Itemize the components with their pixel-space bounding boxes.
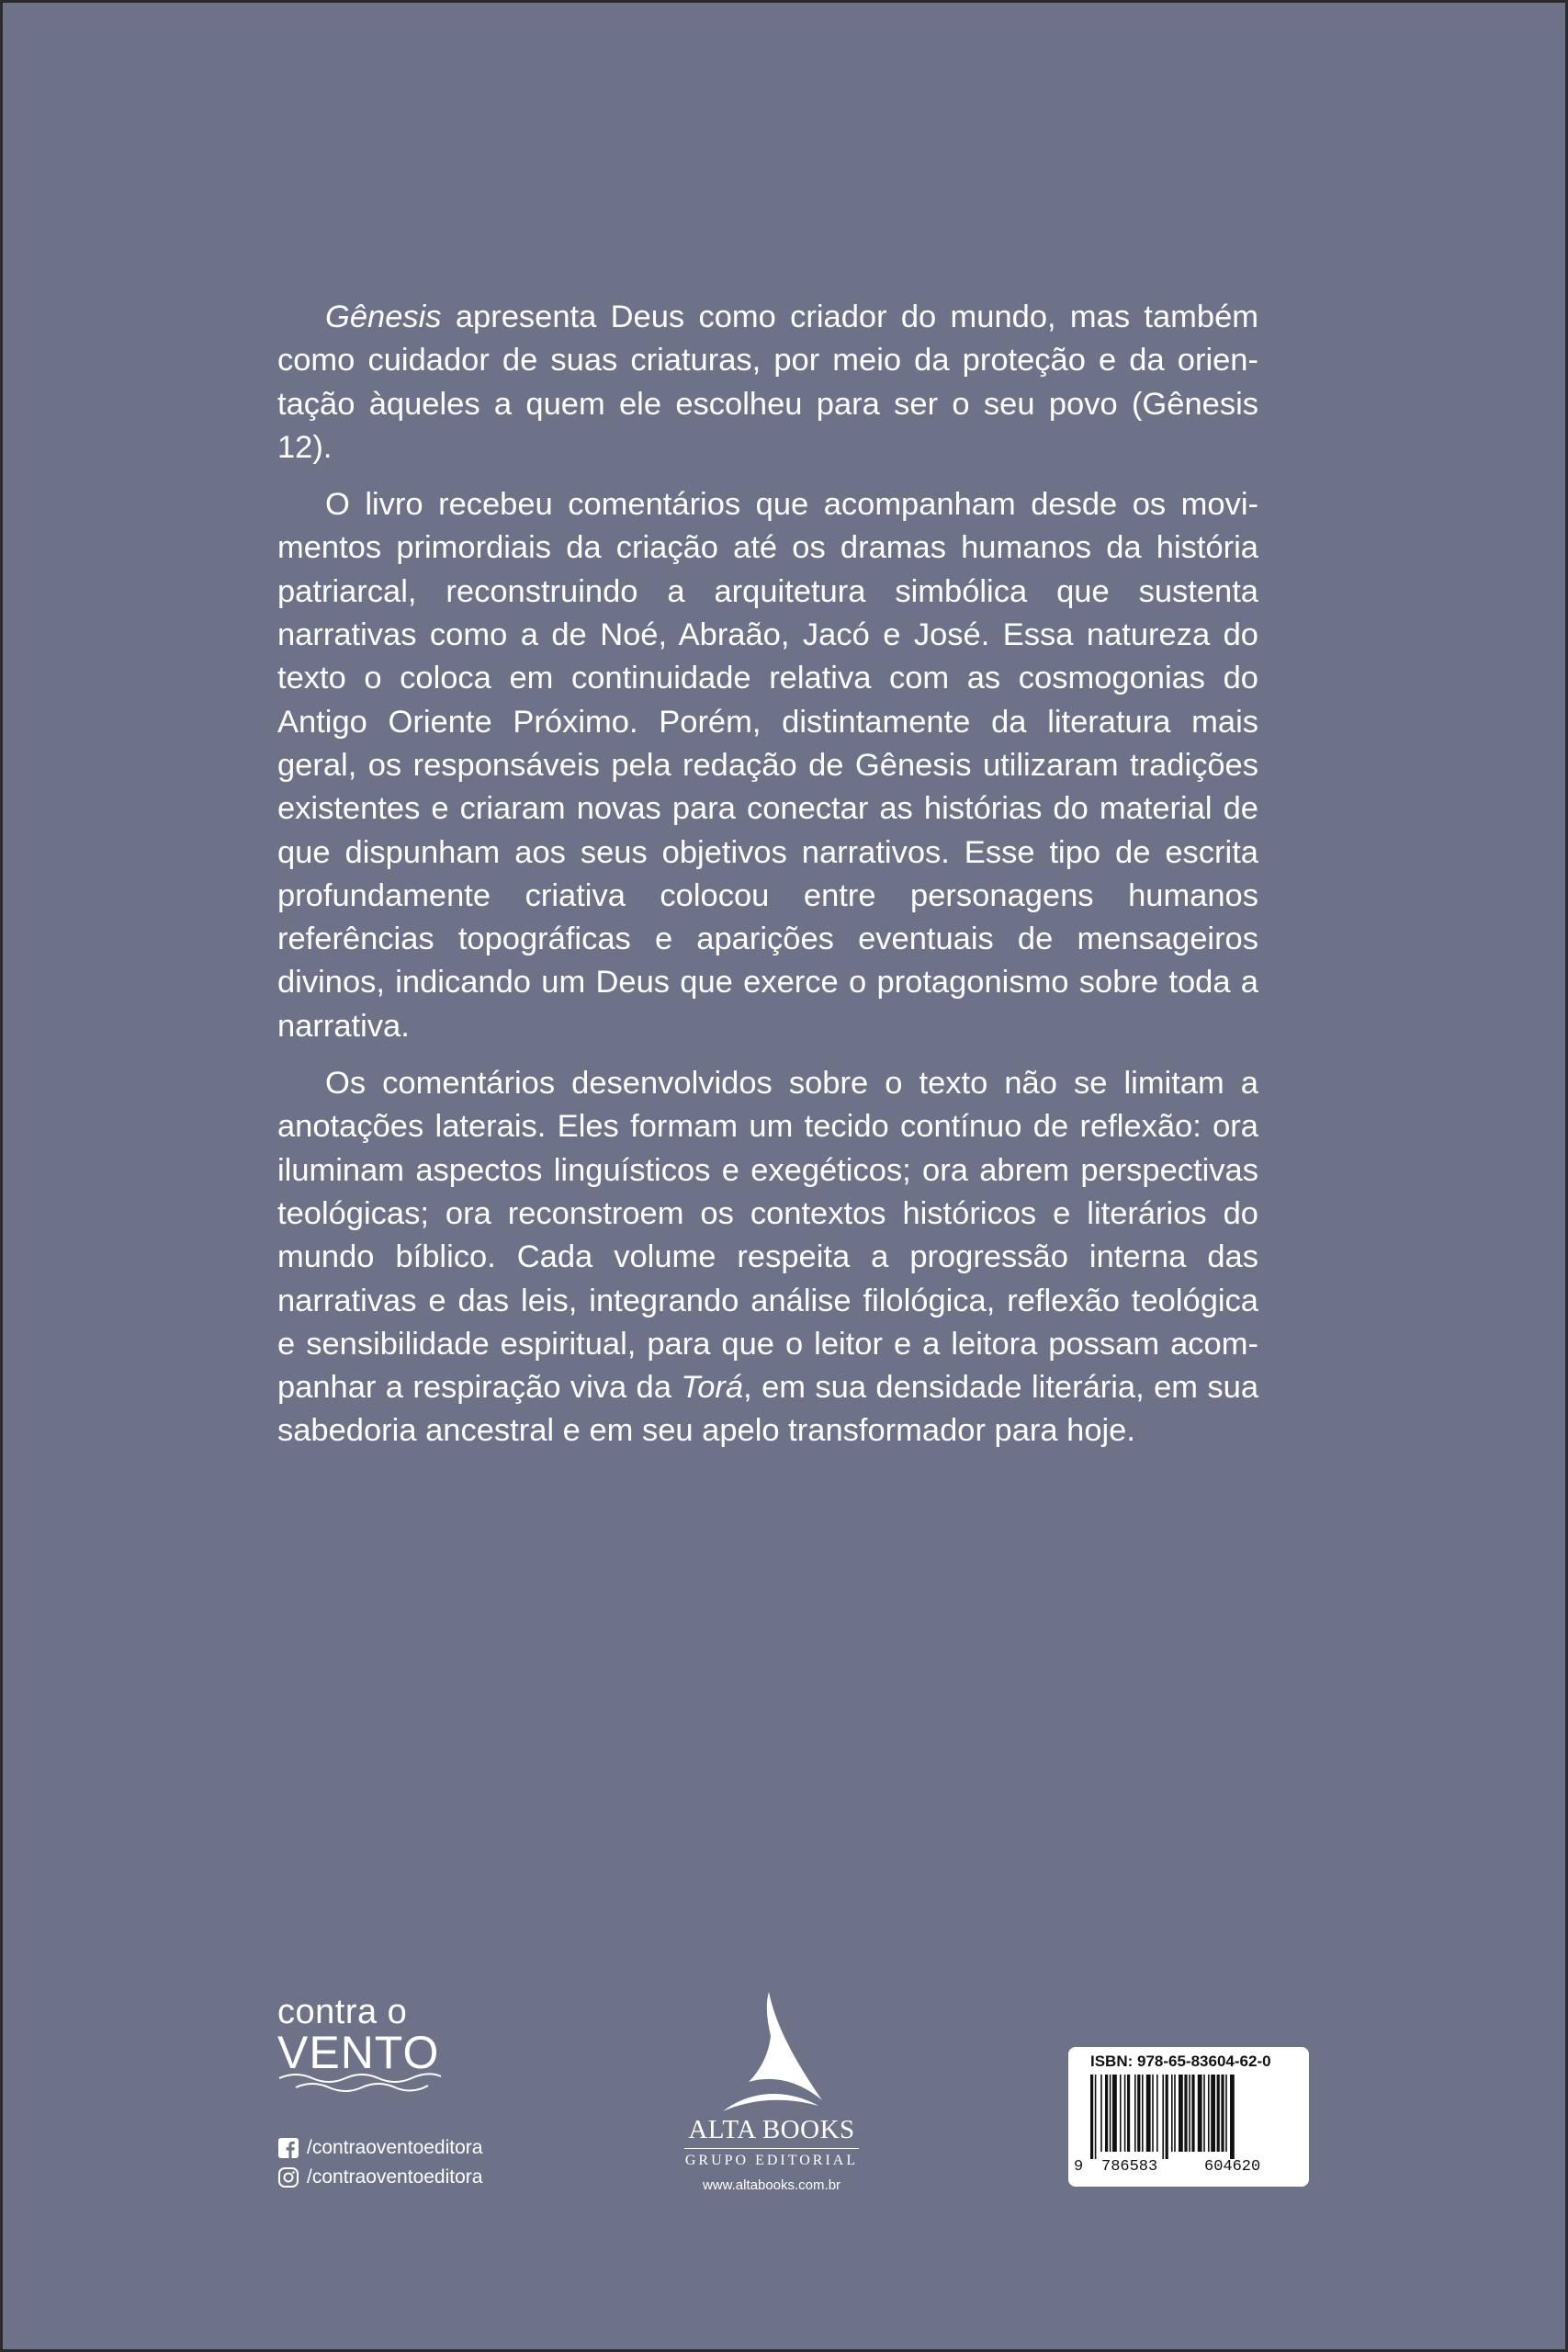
- barcode-digits-left: 786583: [1101, 2158, 1158, 2176]
- instagram-icon: [277, 2166, 299, 2188]
- back-cover-blurb: [277, 296, 1258, 1467]
- barcode-digits-right: 604620: [1204, 2158, 1261, 2176]
- barcode-bar: [1189, 2075, 1190, 2152]
- blurb-paragraph-3: [277, 1062, 1258, 1453]
- barcode-bar: [1105, 2075, 1108, 2152]
- barcode-bar: [1221, 2075, 1224, 2152]
- barcode: [1087, 2075, 1291, 2159]
- alta-books-divider: [684, 2148, 859, 2149]
- blurb-paragraph-3-text-after: , em sua densidade literária, em sua sabedoria ancestral e em seu apelo transformador para hoje.: [277, 1370, 1259, 1449]
- barcode-bar: [1134, 2075, 1136, 2152]
- instagram-handle: /contraoventoeditora: [307, 2166, 483, 2188]
- isbn-barcode-box: [1068, 2047, 1309, 2187]
- barcode-bar: [1152, 2075, 1154, 2152]
- barcode-bar: [1110, 2075, 1111, 2152]
- facebook-link[interactable]: [277, 2135, 482, 2161]
- barcode-bar: [1203, 2075, 1205, 2152]
- barcode-bar: [1191, 2075, 1194, 2152]
- alta-books-logo: [675, 1992, 868, 2194]
- instagram-link[interactable]: [277, 2165, 482, 2190]
- barcode-bar: [1095, 2075, 1097, 2159]
- barcode-bar: [1166, 2075, 1168, 2159]
- barcode-bar: [1162, 2075, 1164, 2159]
- contra-o-vento-logo: [277, 1994, 516, 2132]
- facebook-icon: [277, 2137, 299, 2159]
- barcode-bar: [1179, 2075, 1183, 2152]
- barcode-bar: [1120, 2075, 1122, 2152]
- alta-books-name: ALTA BOOKS: [688, 2115, 855, 2144]
- blurb-paragraph-1-text: apresenta Deus como criador do mundo, mas também como cuidador de suas criaturas, por meio da proteção e da orientação àqueles a quem ele escolheu para ser o seu povo (Gênesis 12).: [277, 300, 1258, 465]
- barcode-bar: [1146, 2075, 1151, 2152]
- barcode-bar: [1156, 2075, 1158, 2152]
- barcode-bar: [1100, 2075, 1102, 2152]
- barcode-bar: [1171, 2075, 1173, 2152]
- barcode-bar: [1211, 2075, 1215, 2152]
- barcode-bar: [1112, 2075, 1117, 2152]
- wind-waves-icon: [277, 2069, 443, 2097]
- barcode-bar: [1230, 2075, 1235, 2159]
- tora-italic: Torá: [681, 1370, 744, 1406]
- book-title-italic: Gênesis: [325, 300, 442, 334]
- barcode-bar: [1217, 2075, 1220, 2152]
- barcode-digit-first: 9: [1074, 2158, 1084, 2176]
- alta-books-subtitle: GRUPO EDITORIAL: [684, 2153, 859, 2168]
- barcode-bar: [1142, 2075, 1144, 2152]
- blurb-paragraph-1: [277, 296, 1258, 469]
- sail-logo-icon: [721, 1992, 822, 2113]
- barcode-bar: [1137, 2075, 1140, 2152]
- barcode-bar: [1225, 2075, 1227, 2152]
- barcode-bar: [1090, 2075, 1093, 2159]
- alta-books-url: www.altabooks.com.br: [702, 2177, 841, 2193]
- barcode-bar: [1127, 2075, 1130, 2152]
- barcode-bar: [1174, 2075, 1176, 2152]
- blurb-paragraph-2: O livro recebeu comentários que acompanham desde os movimentos primordiais da criação até os dramas humanos da história patriarcal, reconstruindo a arquitetura simbólica que sustenta narrativas como a de Noé, Abraão, Jacó e José. Essa natureza do texto o coloca em continuidade relativa com as cosmogonias do Antigo Oriente Próximo. Porém, distintamente da literatura mais geral, os responsáveis pela redação de Gênesis utilizaram tradições existentes e criaram novas para conectar as histórias do material de que dispunham aos seus objetivos narrativos. Esse tipo de escrita profundamente criativa colocou entre personagens humanos referências topográficas e aparições eventuais de mensageiros divinos, indicando um Deus que exerce o protagonismo sobre toda a narrativa.: [277, 487, 1258, 1044]
- barcode-bar: [1198, 2075, 1202, 2152]
- facebook-handle: /contraoventoeditora: [307, 2137, 483, 2158]
- blurb-paragraph-3-text-before: Os comentários desenvolvidos sobre o texto não se limitam a anotações laterais. Eles formam um tecido contínuo de reflexão: ora iluminam aspectos linguísticos e exegéticos; ora abrem perspectivas teológicas; ora reconstroem os contextos históricos e literários do mundo bíblico. Cada volume respeita a progressão interna das narrativas e das leis, integrando análise filológica, reflexão teológica e sensibilidade espiritual, para que o leitor e a leitora possam acompanhar a respiração viva da: [277, 1066, 1258, 1406]
- contra-o-vento-logo-line1: contra o: [277, 1993, 408, 2031]
- barcode-bar: [1208, 2075, 1210, 2152]
- contra-o-vento-logo-line2: VENTO: [277, 2027, 440, 2078]
- isbn-label: ISBN: 978-65-83604-62-0: [1090, 2052, 1271, 2070]
- barcode-bar: [1184, 2075, 1187, 2152]
- barcode-bar: [1124, 2075, 1126, 2152]
